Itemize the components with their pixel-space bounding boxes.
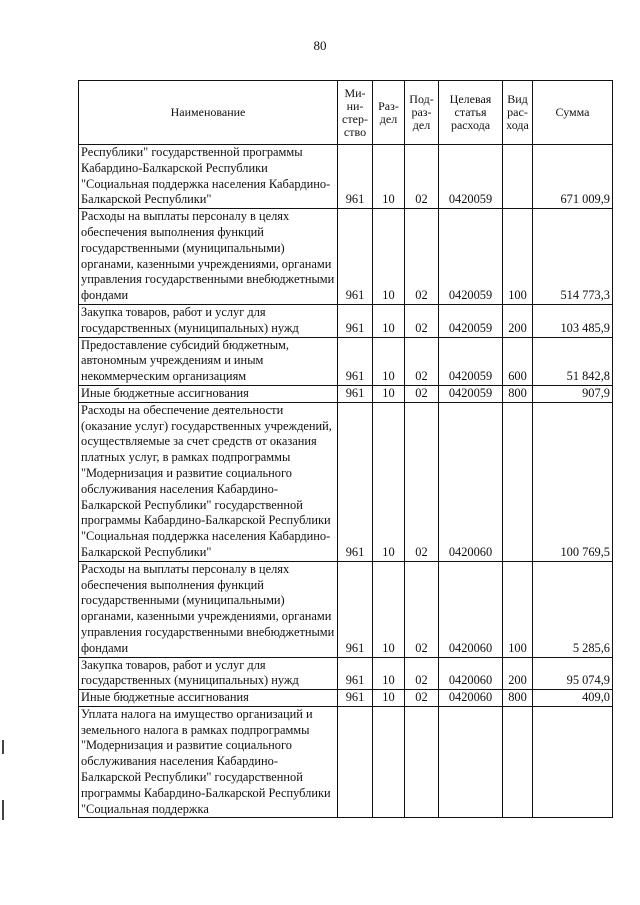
row-name: Иные бюджетные ассигнования — [79, 690, 338, 707]
header-expense-type: Вид рас- хода — [503, 81, 533, 145]
row-name: Республики" государственной программы Кабардино-Балкарской Республики "Социальная поддержка населения Кабардино-Балкарской Республики" — [79, 145, 338, 209]
row-ministry — [338, 706, 373, 818]
row-subsection: 02 — [405, 145, 439, 209]
row-expense-type: 200 — [503, 657, 533, 690]
row-expense-type: 600 — [503, 337, 533, 385]
table-row — [79, 706, 613, 818]
row-sum: 671 009,9 — [533, 145, 613, 209]
row-sum: 907,9 — [533, 385, 613, 402]
row-target: 0420059 — [439, 385, 503, 402]
row-expense-type: 200 — [503, 304, 533, 337]
row-subsection: 02 — [405, 402, 439, 561]
row-expense-type — [503, 145, 533, 209]
budget-table — [78, 80, 613, 818]
row-section: 10 — [373, 561, 405, 657]
row-expense-type: 100 — [503, 561, 533, 657]
header-name: Наименование — [79, 81, 338, 145]
row-section: 10 — [373, 385, 405, 402]
row-sum: 103 485,9 — [533, 304, 613, 337]
table-row — [79, 561, 613, 657]
row-sum: 5 285,6 — [533, 561, 613, 657]
row-expense-type — [503, 402, 533, 561]
row-name: Закупка товаров, работ и услуг для государственных (муниципальных) нужд — [79, 657, 338, 690]
table-row — [79, 145, 613, 209]
row-ministry: 961 — [338, 209, 373, 305]
row-section: 10 — [373, 657, 405, 690]
page-number: 80 — [313, 38, 327, 53]
row-ministry: 961 — [338, 657, 373, 690]
row-subsection: 02 — [405, 304, 439, 337]
row-name: Предоставление субсидий бюджетным, автономным учреждениям и иным некоммерческим организациям — [79, 337, 338, 385]
header-sum: Сумма — [533, 81, 613, 145]
row-subsection: 02 — [405, 690, 439, 707]
row-ministry: 961 — [338, 304, 373, 337]
row-sum: 51 842,8 — [533, 337, 613, 385]
row-name: Расходы на выплаты персоналу в целях обеспечения выполнения функций государственными (муниципальными) органами, казенными учреждениями, органами управления государственными внебюджетными фондами — [79, 209, 338, 305]
row-target: 0420059 — [439, 337, 503, 385]
row-target: 0420059 — [439, 209, 503, 305]
row-expense-type: 100 — [503, 209, 533, 305]
row-section: 10 — [373, 304, 405, 337]
row-ministry: 961 — [338, 402, 373, 561]
row-sum: 409,0 — [533, 690, 613, 707]
row-sum: 514 773,3 — [533, 209, 613, 305]
row-target — [439, 706, 503, 818]
table-row — [79, 385, 613, 402]
row-section: 10 — [373, 209, 405, 305]
row-subsection: 02 — [405, 385, 439, 402]
row-name: Закупка товаров, работ и услуг для государственных (муниципальных) нужд — [79, 304, 338, 337]
table-row — [79, 402, 613, 561]
table-row — [79, 337, 613, 385]
row-name: Расходы на обеспечение деятельности (оказание услуг) государственных учреждений, осуществляемые за счет средств от оказания платных услуг, в рамках подпрограммы "Модернизация и развитие социального обслуживания населения Кабардино-Балкарской Республики" государственной программы Кабардино-Балкарской Республики "Социальная поддержка населения Кабардино-Балкарской Республики" — [79, 402, 338, 561]
table-row — [79, 304, 613, 337]
row-section: 10 — [373, 145, 405, 209]
row-subsection — [405, 706, 439, 818]
row-target: 0420059 — [439, 145, 503, 209]
scan-margin-mark — [2, 800, 4, 820]
row-sum: 95 074,9 — [533, 657, 613, 690]
row-target: 0420060 — [439, 690, 503, 707]
row-name: Иные бюджетные ассигнования — [79, 385, 338, 402]
row-expense-type — [503, 706, 533, 818]
row-ministry: 961 — [338, 385, 373, 402]
header-ministry: Ми- ни- стер- ство — [338, 81, 373, 145]
row-target: 0420060 — [439, 402, 503, 561]
row-subsection: 02 — [405, 561, 439, 657]
row-target: 0420060 — [439, 561, 503, 657]
row-subsection: 02 — [405, 209, 439, 305]
row-ministry: 961 — [338, 690, 373, 707]
table-header-row — [79, 81, 613, 145]
row-expense-type: 800 — [503, 690, 533, 707]
row-expense-type: 800 — [503, 385, 533, 402]
row-sum: 100 769,5 — [533, 402, 613, 561]
row-target: 0420060 — [439, 657, 503, 690]
row-section: 10 — [373, 402, 405, 561]
row-ministry: 961 — [338, 337, 373, 385]
row-sum — [533, 706, 613, 818]
header-target: Целевая статья расхода — [439, 81, 503, 145]
header-section: Раз- дел — [373, 81, 405, 145]
row-subsection: 02 — [405, 657, 439, 690]
row-target: 0420059 — [439, 304, 503, 337]
row-ministry: 961 — [338, 561, 373, 657]
row-subsection: 02 — [405, 337, 439, 385]
table-row — [79, 690, 613, 707]
table-row — [79, 209, 613, 305]
row-section: 10 — [373, 690, 405, 707]
table-row — [79, 657, 613, 690]
row-name: Уплата налога на имущество организаций и земельного налога в рамках подпрограммы "Модернизация и развитие социального обслуживания населения Кабардино-Балкарской Республики" государственной программы Кабардино-Балкарской Республики "Социальная поддержка — [79, 706, 338, 818]
row-section: 10 — [373, 337, 405, 385]
row-name: Расходы на выплаты персоналу в целях обеспечения выполнения функций государственными (муниципальными) органами, казенными учреждениями, органами управления государственными внебюджетными фондами — [79, 561, 338, 657]
header-subsection: Под- раз- дел — [405, 81, 439, 145]
row-section — [373, 706, 405, 818]
scan-margin-mark — [2, 740, 4, 754]
row-ministry: 961 — [338, 145, 373, 209]
